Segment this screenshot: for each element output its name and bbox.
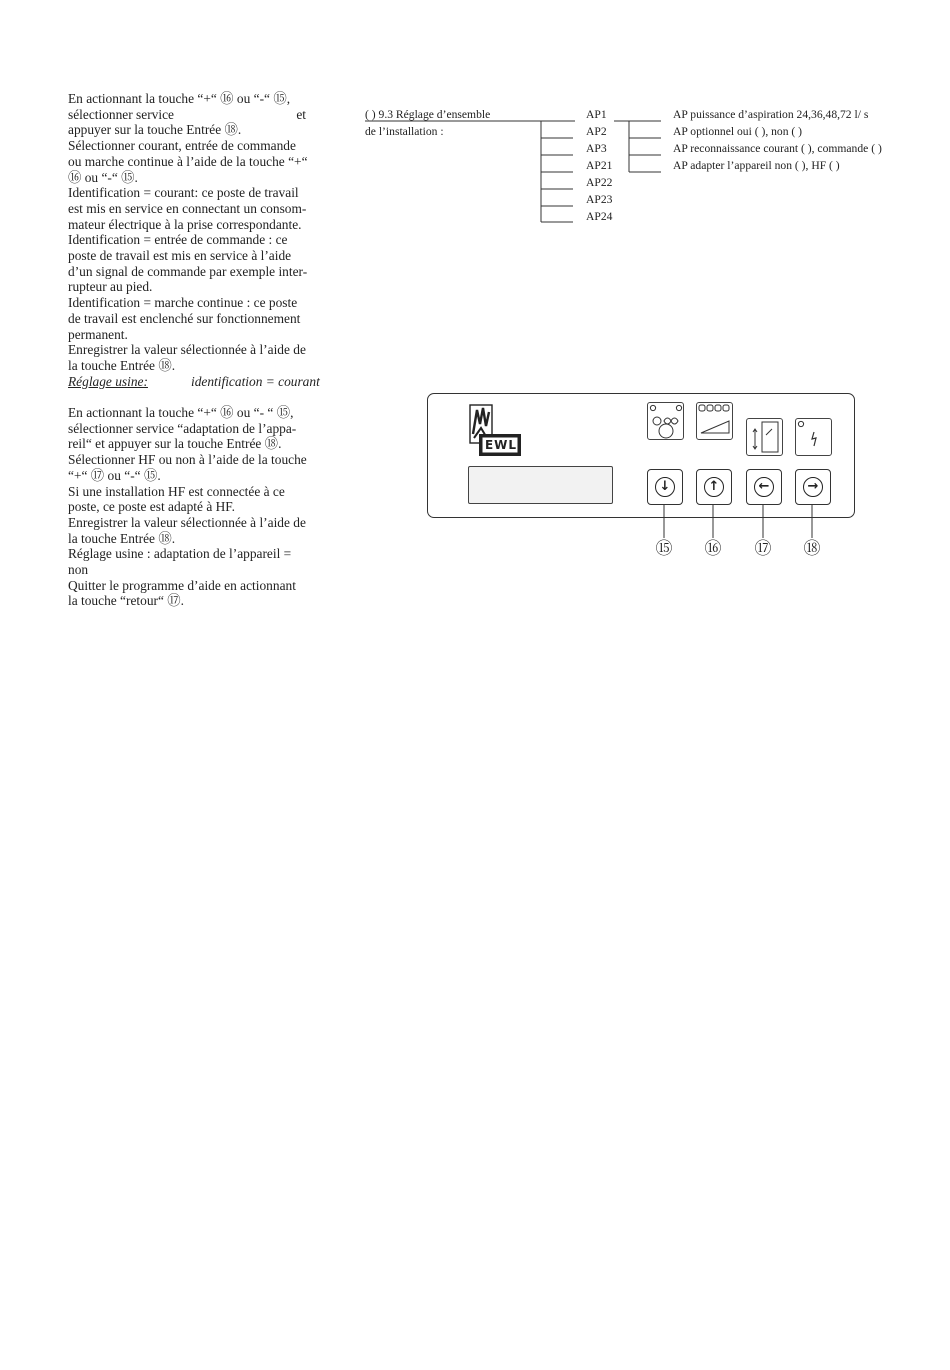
- text-line: Identification = courant: ce poste de travail: [68, 185, 299, 201]
- tree-item-ap2: AP2: [586, 125, 607, 138]
- callout-18: ⑱: [803, 539, 821, 559]
- text-line: non: [68, 562, 89, 578]
- text-line: appuyer sur la touche Entrée ⑱.: [68, 122, 242, 138]
- tree-detail-recognition: AP reconnaissance courant ( ), commande ( ): [673, 142, 882, 155]
- callout-17: ⑰: [754, 539, 772, 559]
- callout-16: ⑯: [704, 539, 722, 559]
- arrow-down-icon: ↓: [655, 477, 675, 497]
- tree-item-ap24: AP24: [586, 210, 613, 223]
- logo-text: EWL: [484, 438, 518, 452]
- text-line: poste, ce poste est adapté à HF.: [68, 499, 236, 515]
- tree-root-subtitle: de l’installation :: [365, 125, 444, 138]
- text-line: reil“ et appuyer sur la touche Entrée ⑱.: [68, 436, 282, 452]
- tree-item-ap3: AP3: [586, 142, 607, 155]
- tree-detail-suction: AP puissance d’aspiration 24,36,48,72 l/ s: [673, 108, 869, 121]
- text-line: ou marche continue à l’aide de la touche “+“: [68, 153, 308, 169]
- text-line: Sélectionner courant, entrée de commande: [68, 138, 296, 154]
- text-line: la touche Entrée ⑱.: [68, 530, 176, 546]
- text-line: mateur électrique à la prise correspondante.: [68, 216, 302, 232]
- text-line: Si une installation HF est connectée à ce: [68, 483, 285, 499]
- text-line: est mis en service en connectant un consom-: [68, 200, 307, 216]
- tree-item-ap1: AP1: [586, 108, 607, 121]
- tree-detail-optional: AP optionnel oui ( ), non ( ): [673, 125, 803, 138]
- callout-15: ⑮: [655, 539, 673, 559]
- text-line: Sélectionner HF ou non à l’aide de la touche: [68, 452, 307, 468]
- text-line: Quitter le programme d’aide en actionnant: [68, 577, 296, 593]
- text-fragment: et: [296, 106, 306, 122]
- text-line: Enregistrer la valeur sélectionnée à l’aide de: [68, 514, 306, 530]
- text-line: la touche “retour“ ⑰.: [68, 593, 184, 609]
- text-line: Identification = marche continue : ce poste: [68, 295, 298, 311]
- text-line: “+“ ⑰ ou “-“ ⑮.: [68, 467, 161, 483]
- text-line: En actionnant la touche “+“ ⑯ ou “-“ ⑮,: [68, 91, 291, 106]
- arrow-left-icon: ←: [754, 477, 774, 497]
- text-fragment: sélectionner service: [68, 106, 174, 122]
- tree-detail-adapt: AP adapter l’appareil non ( ), HF ( ): [673, 159, 840, 172]
- text-line: Réglage usine : adaptation de l’appareil =: [68, 546, 292, 562]
- tree-item-ap22: AP22: [586, 176, 613, 189]
- factory-value: identification = courant: [191, 373, 320, 389]
- text-line: la touche Entrée ⑱.: [68, 357, 176, 373]
- text-line: sélectionner service “adaptation de l’appa-: [68, 420, 297, 436]
- text-line: de travail est enclenché sur fonctionnement: [68, 310, 301, 326]
- text-line: Identification = entrée de commande : ce: [68, 232, 288, 248]
- tree-item-ap23: AP23: [586, 193, 613, 206]
- factory-label: Réglage usine:: [68, 373, 148, 389]
- text-line: poste de travail est mis en service à l’aide: [68, 248, 292, 264]
- arrow-up-icon: ↑: [704, 477, 724, 497]
- tree-root-title: ( ) 9.3 Réglage d’ensemble: [365, 108, 491, 121]
- text-line: Enregistrer la valeur sélectionnée à l’aide de: [68, 342, 306, 358]
- enter-arrow-icon: →: [803, 477, 823, 497]
- callout-leader-lines: [0, 0, 950, 560]
- tree-item-ap21: AP21: [586, 159, 613, 172]
- text-line: rupteur au pied.: [68, 279, 153, 295]
- text-line: permanent.: [68, 326, 128, 342]
- text-line: d’un signal de commande par exemple inter-: [68, 263, 308, 279]
- text-line: ⑯ ou “-“ ⑮.: [68, 169, 138, 185]
- text-line: En actionnant la touche “+“ ⑯ ou “- “ ⑮,: [68, 405, 294, 421]
